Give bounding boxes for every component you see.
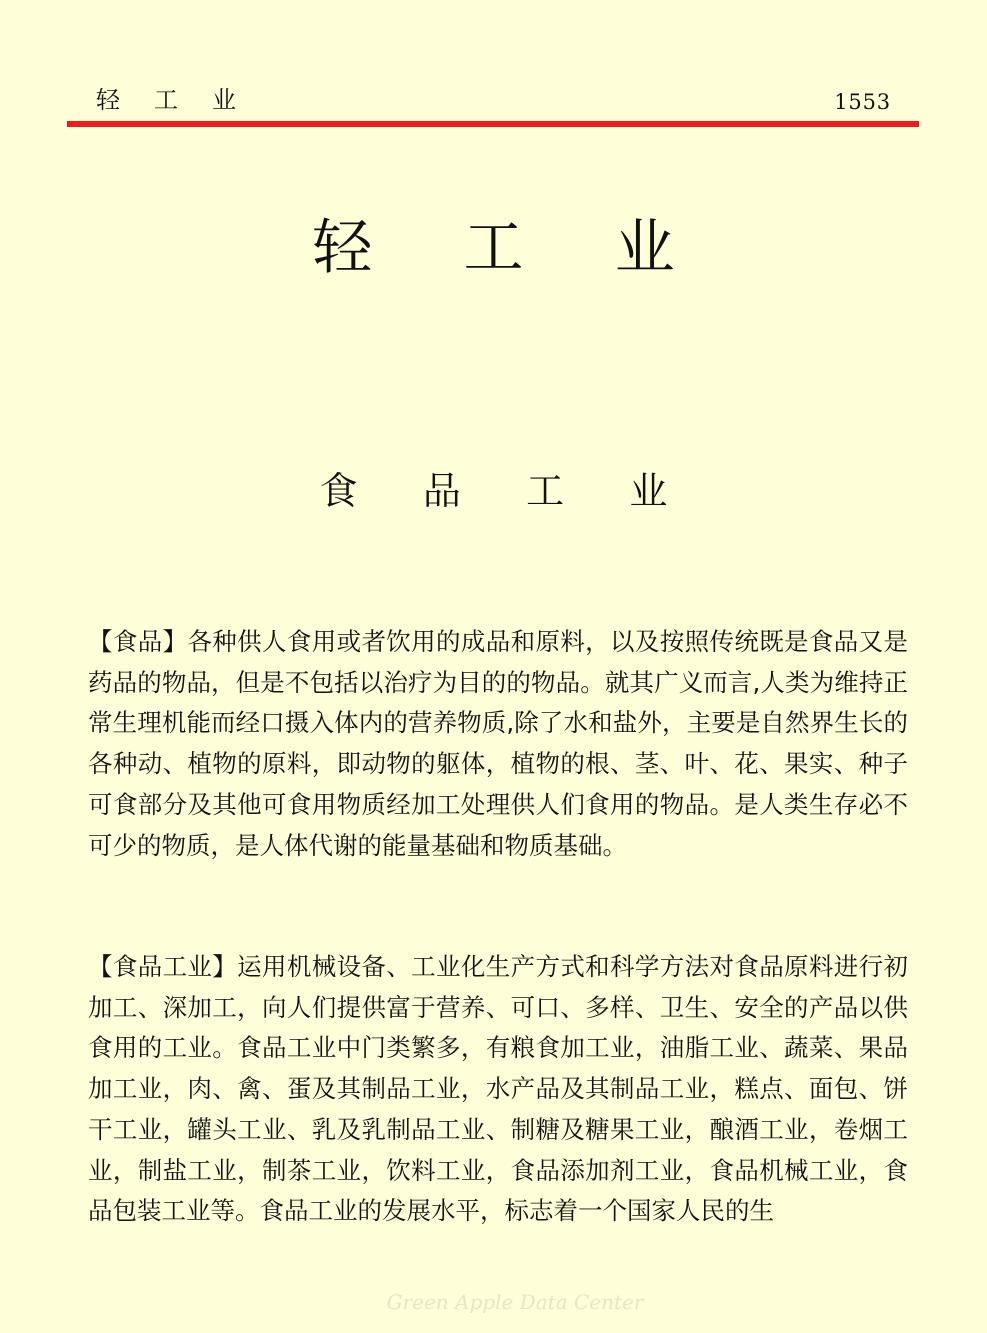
page-title: 轻 工 业 (312, 213, 711, 283)
header-rule (67, 121, 919, 127)
entry-food (88, 622, 908, 866)
watermark: Green Apple Data Center (386, 1290, 644, 1314)
entry-term: 【食品工业】 (88, 952, 238, 981)
entry-term: 【食品】 (88, 627, 188, 656)
running-head: 轻 工 业 (96, 86, 250, 114)
page-number: 1553 (834, 90, 891, 114)
section-title: 食 品 工 业 (319, 469, 695, 513)
entry-food-industry (88, 947, 908, 1232)
entry-text: 各种供人食用或者饮用的成品和原料，以及按照传统既是食品又是药品的物品，但是不包括以治疗为目的的物品。就其广义而言,人类为维持正常生理机能而经口摄入体内的营养物质,除了水和盐外，主要是自然界生长的各种动、植物的原料，即动物的躯体，植物的根、茎、叶、花、果实、种子可食部分及其他可食用物质经加工处理供人们食用的物品。是人类生存必不可少的物质，是人体代谢的能量基础和物质基础。 (88, 627, 908, 860)
entry-text: 运用机械设备、工业化生产方式和科学方法对食品原料进行初加工、深加工，向人们提供富于营养、可口、多样、卫生、安全的产品以供食用的工业。食品工业中门类繁多，有粮食加工业，油脂工业、蔬菜、果品加工业，肉、禽、蛋及其制品工业，水产品及其制品工业，糕点、面包、饼干工业，罐头工业、乳及乳制品工业、制糖及糖果工业，酿酒工业，卷烟工业，制盐工业，制茶工业，饮料工业，食品添加剂工业，食品机械工业，食品包装工业等。食品工业的发展水平，标志着一个国家人民的生 (88, 952, 908, 1226)
